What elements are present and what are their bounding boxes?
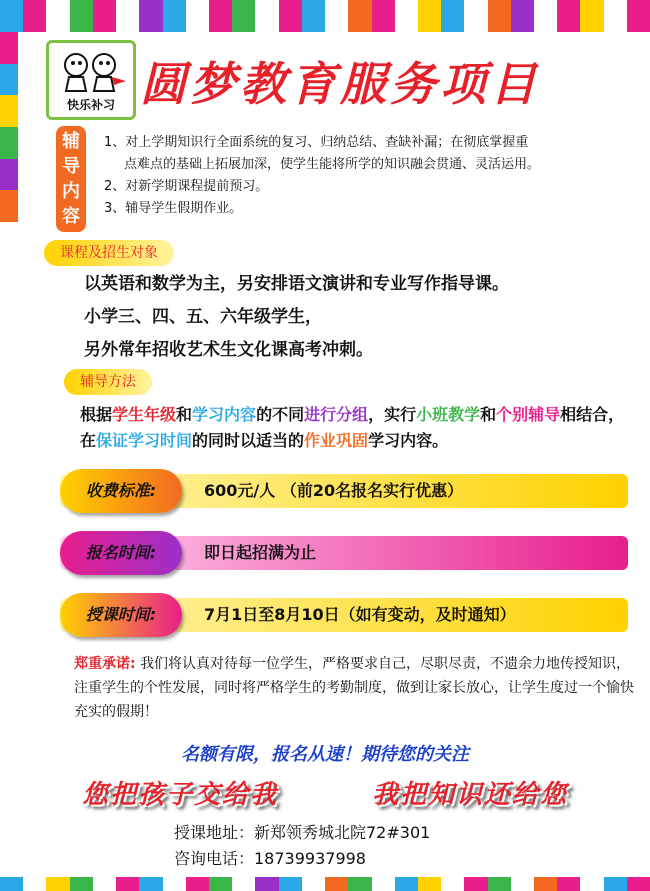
stripe — [372, 877, 395, 891]
stripe — [511, 877, 534, 891]
promise — [74, 652, 634, 724]
stripe — [604, 0, 627, 32]
stripe — [557, 877, 580, 891]
stripe — [627, 877, 650, 891]
method-segment: 学习内容。 — [368, 431, 449, 450]
courses-label: 课程及招生对象 — [44, 240, 174, 266]
schedule-value: 7月1日至8月10日（如有变动，及时通知） — [204, 605, 516, 624]
stripe — [488, 0, 511, 32]
stripe — [348, 0, 371, 32]
stripe — [604, 877, 627, 891]
list-item: 点难点的基础上拓展加深，使学生能将所学的知识融会贯通、灵活运用。 — [124, 157, 541, 172]
stripe — [0, 0, 23, 32]
stripe — [302, 0, 325, 32]
stripe — [418, 877, 441, 891]
method-segment: 作业巩固 — [304, 431, 369, 450]
courses-line: 以英语和数学为主，另安排语文演讲和专业写作指导课。 — [84, 274, 509, 294]
two-kids-icon — [52, 47, 130, 97]
slogan-left: 您把孩子交给我 — [82, 780, 279, 810]
stripe — [372, 0, 395, 32]
stripe — [395, 0, 418, 32]
logo-text: 快乐补习 — [66, 98, 115, 112]
stripe — [488, 877, 511, 891]
top-stripes — [0, 0, 650, 32]
stripe — [209, 877, 232, 891]
stripe — [418, 0, 441, 32]
list-item: 3、辅导学生假期作业。 — [104, 201, 243, 216]
stripe — [232, 877, 255, 891]
stripe — [163, 0, 186, 32]
stripe — [279, 877, 302, 891]
stripe — [0, 877, 23, 891]
courses-line: 小学三、四、五、六年级学生， — [84, 307, 322, 327]
stripe — [279, 0, 302, 32]
method-text — [80, 402, 640, 454]
stripe — [441, 0, 464, 32]
fudao-tag-char: 内 — [62, 181, 80, 202]
contact-phone: 咨询电话：18739937998 — [174, 849, 366, 868]
stripe — [580, 877, 603, 891]
list-item: 2、对新学期课程提前预习。 — [104, 179, 269, 194]
method-segment: 相结合，在 — [80, 405, 625, 450]
stripe — [186, 0, 209, 32]
fudao-tag-char: 导 — [62, 156, 80, 177]
stripe — [70, 0, 93, 32]
page-title: 圆梦教育服务项目 — [140, 57, 540, 111]
stripe — [441, 877, 464, 891]
stripe — [464, 877, 487, 891]
stripe — [627, 0, 650, 32]
schedule-label: 授课时间: — [60, 593, 182, 637]
method-segment: 个别辅导 — [496, 405, 561, 424]
method-segment: 学生年级 — [112, 405, 177, 424]
method-segment: 和 — [480, 405, 497, 424]
left-stripes — [0, 32, 18, 222]
stripe — [163, 877, 186, 891]
stripe — [464, 0, 487, 32]
stripe — [186, 877, 209, 891]
stripe — [557, 0, 580, 32]
stripe — [0, 95, 18, 127]
stripe — [580, 0, 603, 32]
bottom-stripes — [0, 877, 650, 891]
method-segment: 和 — [176, 405, 193, 424]
method-segment: 保证学习时间 — [96, 431, 193, 450]
contact-address: 授课地址：新郑领秀城北院72#301 — [174, 823, 431, 842]
method-label: 辅导方法 — [64, 369, 152, 395]
stripe — [23, 877, 46, 891]
fudao-list — [104, 132, 624, 220]
courses-line: 另外常年招收艺术生文化课高考冲刺。 — [84, 340, 373, 360]
stripe — [70, 877, 93, 891]
promise-label: 郑重承诺: — [74, 656, 136, 672]
stripe — [46, 0, 69, 32]
method-segment: ，实行 — [368, 405, 417, 424]
method-segment: 进行分组 — [304, 405, 369, 424]
fudao-tag-char: 容 — [62, 206, 80, 227]
stripe — [23, 0, 46, 32]
courses-text — [84, 268, 624, 367]
stripe — [139, 0, 162, 32]
stripe — [0, 127, 18, 159]
stripe — [395, 877, 418, 891]
stripe — [0, 190, 18, 222]
stripe — [116, 877, 139, 891]
fee-value: 600元/人 （前20名报名实行优惠） — [204, 481, 464, 500]
stripe — [116, 0, 139, 32]
stripe — [511, 0, 534, 32]
signup-value: 即日起招满为止 — [204, 543, 317, 562]
logo — [46, 40, 136, 120]
method-segment: 的不同 — [256, 405, 305, 424]
stripe — [325, 0, 348, 32]
stripe — [534, 0, 557, 32]
stripe — [534, 877, 557, 891]
promise-text: 我们将认真对待每一位学生，严格要求自己，尽职尽责，不遗余力地传授知识，注重学生的个性发展，同时将严格学生的考勤制度，做到让家长放心，让学生度过一个愉快充实的假期！ — [74, 656, 634, 720]
method-segment: 小班教学 — [416, 405, 481, 424]
fudao-tag-char: 辅 — [62, 131, 80, 152]
stripe — [93, 877, 116, 891]
stripe — [232, 0, 255, 32]
stripe — [139, 877, 162, 891]
method-segment: 的同时以适当的 — [192, 431, 305, 450]
slogan-line: 名额有限，报名从速！期待您的关注 — [181, 744, 469, 765]
method-segment: 根据 — [80, 405, 113, 424]
stripe — [325, 877, 348, 891]
stripe — [255, 877, 278, 891]
stripe — [93, 0, 116, 32]
stripe — [255, 0, 278, 32]
slogan-right: 我把知识还给您 — [372, 780, 569, 810]
stripe — [348, 877, 371, 891]
stripe — [0, 159, 18, 191]
stripe — [46, 877, 69, 891]
signup-label: 报名时间: — [60, 531, 182, 575]
stripe — [209, 0, 232, 32]
fee-label: 收费标准: — [60, 469, 182, 513]
list-item: 1、对上学期知识行全面系统的复习、归纳总结、查缺补漏；在彻底掌握重 — [104, 135, 529, 150]
fudao-tag — [56, 126, 86, 232]
method-segment: 学习内容 — [192, 405, 257, 424]
stripe — [302, 877, 325, 891]
stripe — [0, 32, 18, 64]
stripe — [0, 64, 18, 96]
